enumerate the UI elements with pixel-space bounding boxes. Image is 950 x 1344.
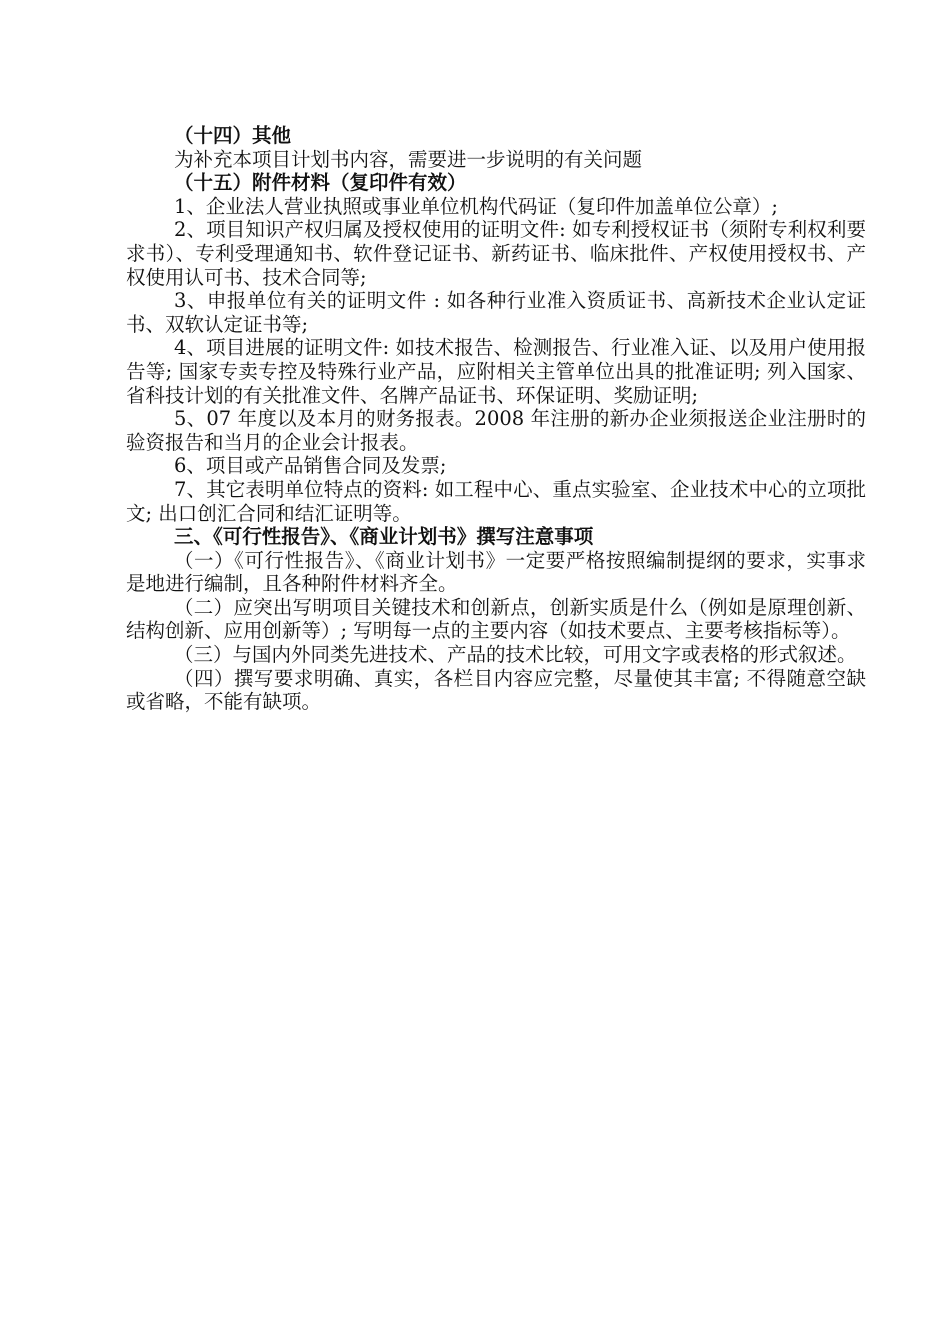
note-item-2: （二）应突出写明项目关键技术和创新点，创新实质是什么（例如是原理创新、结构创新、应用创新等）; 写明每一点的主要内容（如技术要点、主要考核指标等）。 [126,595,866,643]
section-14-body: 为补充本项目计划书内容，需要进一步说明的有关问题 [174,147,643,171]
attachment-item-7: 7、其它表明单位特点的资料: 如工程中心、重点实验室、企业技术中心的立项批文; 出口创汇合同和结汇证明等。 [126,477,866,525]
section-14-heading: （十四）其他 [174,124,292,147]
section-15-heading: （十五）附件材料（复印件有效） [174,171,467,195]
note-item-4: （四）撰写要求明确、真实，各栏目内容应完整，尽量使其丰富; 不得随意空缺或省略，不能有缺项。 [126,666,866,714]
note-item-1: （一）《可行性报告》、《商业计划书》一定要严格按照编制提纲的要求，实事求是地进行编制，且各种附件材料齐全。 [126,548,866,596]
attachment-item-6: 6、项目或产品销售合同及发票; [174,454,447,478]
note-item-3: （三）与国内外同类先进技术、产品的技术比较，可用文字或表格的形式叙述。 [174,643,857,667]
attachment-item-4: 4、项目进展的证明文件: 如技术报告、检测报告、行业准入证、以及用户使用报告等; 国家专卖专控及特殊行业产品，应附相关主管单位出具的批准证明; 列入国家、省科技计划的有关批准文件、名牌产品证书、环保证明、奖励证明; [126,336,866,407]
attachment-item-5: 5、07 年度以及本月的财务报表。2008 年注册的新办企业须报送企业注册时的验资报告和当月的企业会计报表。 [126,407,866,454]
attachment-item-3: 3、申报单位有关的证明文件 : 如各种行业准入资质证书、高新技术企业认定证书、双软认定证书等; [126,289,866,336]
attachment-item-1: 1、企业法人营业执照或事业单位机构代码证（复印件加盖单位公章）; [174,194,778,218]
attachment-item-2: 2、项目知识产权归属及授权使用的证明文件: 如专利授权证书（须附专利权利要求书）、专利受理通知书、软件登记证书、新药证书、临床批件、产权使用授权书、产权使用认可书、技术合同等; [126,218,866,289]
document-body [126,124,866,714]
part-3-heading: 三、《可行性报告》、《商业计划书》撰写注意事项 [174,525,594,549]
